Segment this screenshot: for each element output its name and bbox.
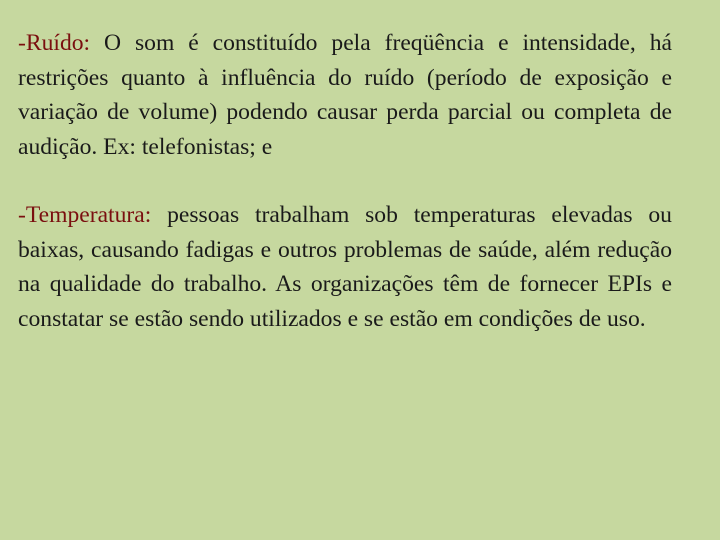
paragraph-temperatura-text: pessoas trabalham sob temperaturas elevadas ou baixas, causando fadigas e outros problemas de saúde, além redução na qualidade do trabalho. As organizações têm de fornecer EPIs e constatar se estão sendo utilizados e se estão em condições de uso. (18, 202, 672, 332)
slide-content (18, 26, 672, 336)
paragraph-temperatura (18, 198, 672, 336)
paragraph-ruido-text: O som é constituído pela freqüência e intensidade, há restrições quanto à influência do ruído (período de exposição e variação de volume) podendo causar perda parcial ou completa de audição. Ex: telefonistas; e (18, 30, 672, 160)
paragraph-ruido (18, 26, 672, 164)
term-ruido: -Ruído: (18, 30, 91, 56)
term-temperatura: -Temperatura: (18, 202, 152, 228)
